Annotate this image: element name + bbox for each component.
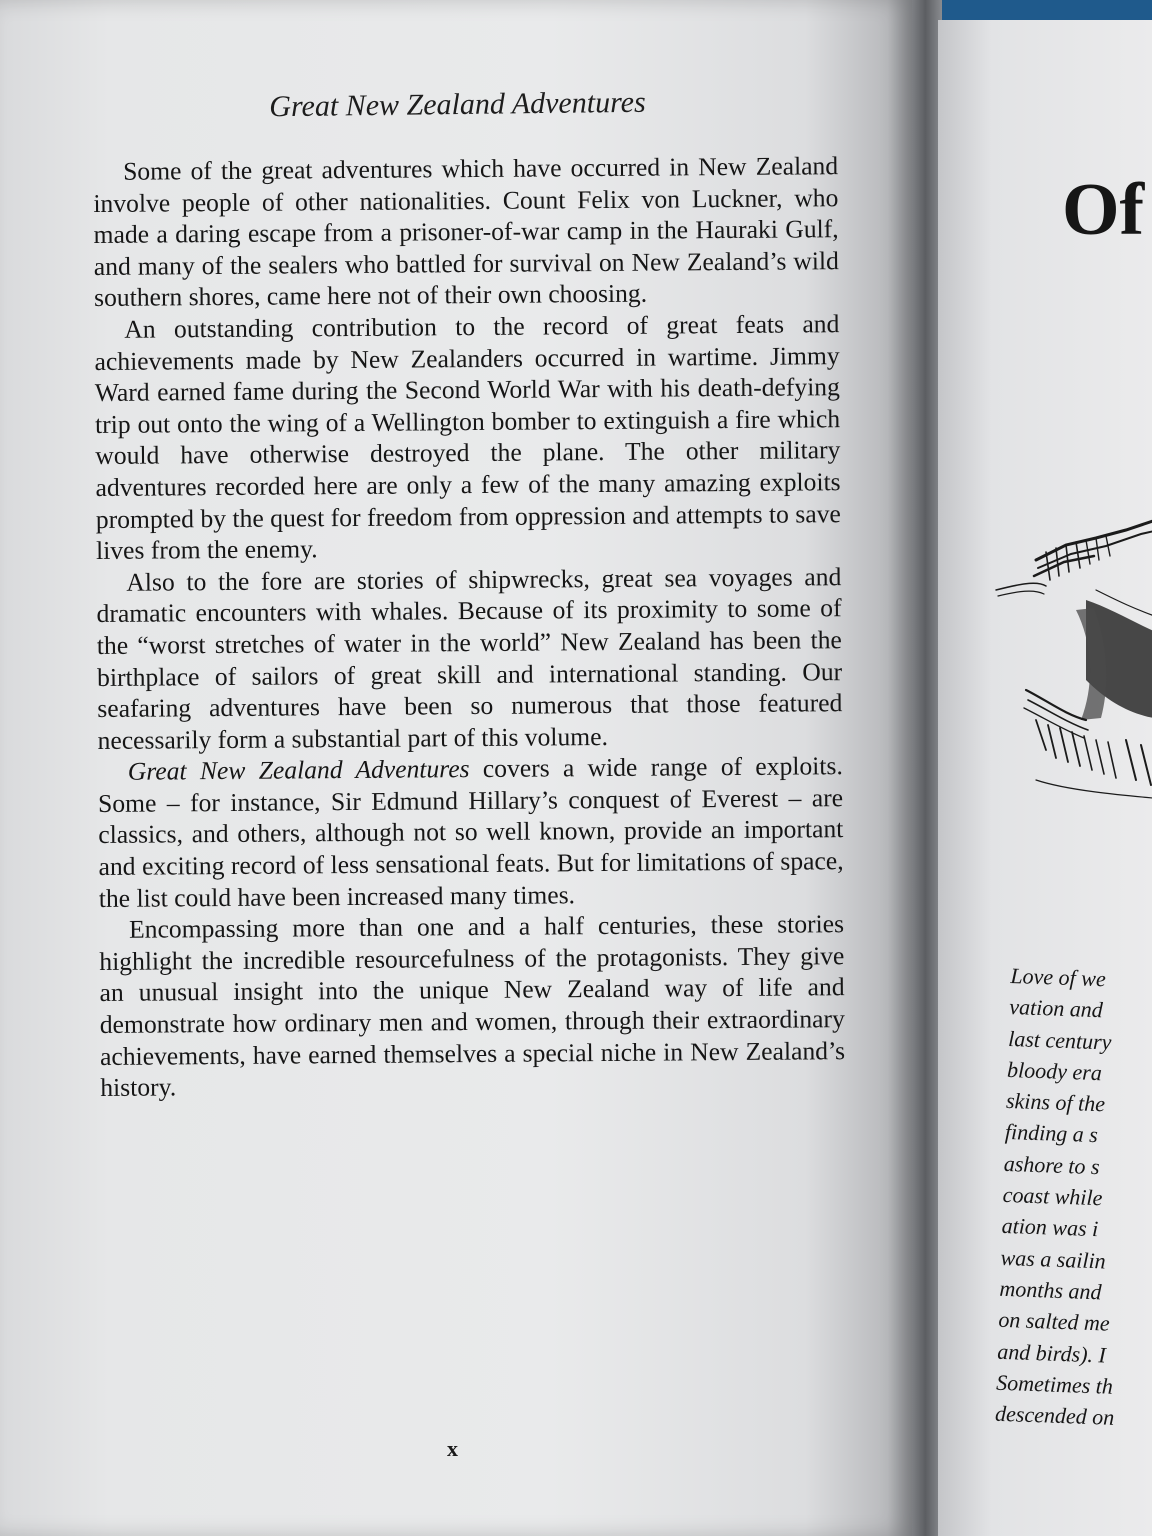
book-cover-edge xyxy=(905,0,1152,22)
paragraph-3: Also to the fore are stories of shipwrecks, great sea voyages and dramatic encounters with whales. Because of its proximity to some of the “worst stretches of water in the world” New Zealand has been the birthplace of sailors of great skill and international standing. Our seafaring adventures have been so numerous that those featured necessarily form a substantial part of this volume. xyxy=(96,561,843,755)
caption-line: finding a s xyxy=(1004,1119,1099,1148)
right-page xyxy=(938,20,1152,1536)
caption-line: months and xyxy=(999,1275,1102,1305)
caption-line: and birds). I xyxy=(996,1338,1107,1368)
chapter-title: Of xyxy=(1062,169,1145,251)
caption-line: Love of we xyxy=(1010,962,1107,992)
caption-line: ation was i xyxy=(1001,1213,1099,1242)
caption-line: vation and xyxy=(1008,994,1104,1023)
caption-text xyxy=(995,960,1152,1436)
book-title-italic: Great New Zealand Adventures xyxy=(127,754,470,787)
caption-line: skins of the xyxy=(1005,1088,1106,1117)
caption-line: bloody era xyxy=(1006,1056,1103,1086)
paragraph-4 xyxy=(98,750,844,914)
caption-line: last century xyxy=(1007,1025,1112,1055)
body-text xyxy=(93,150,845,1104)
running-head: Great New Zealand Adventures xyxy=(269,85,646,124)
caption-line: on salted me xyxy=(998,1307,1111,1336)
paragraph-2: An outstanding contribution to the record of great feats and achievements made by New Zealanders occurred in wartime. Jimmy Ward earned fame during the Second World War with his death-defying trip out onto the wing of a Wellington bomber to extinguish a fire which would have otherwise destroyed the plane. The other military adventures recorded here are only a few of the many amazing exploits prompted by the quest for freedom from oppression and attempts to save lives from the enemy. xyxy=(94,309,841,566)
caption-line: Sometimes th xyxy=(995,1369,1114,1399)
caption-line: ashore to s xyxy=(1003,1150,1101,1179)
caption-line: coast while xyxy=(1002,1181,1103,1211)
page-number: x xyxy=(447,1436,458,1461)
caption-line: was a sailin xyxy=(1000,1244,1107,1274)
seal-illustration xyxy=(976,490,1152,820)
paragraph-1: Some of the great adventures which have occurred in New Zealand involve people of other nationalities. Count Felix von Luckner, who made a daring escape from a prisoner-of-war camp in the Hauraki Gulf, and many of the sealers who battled for survival on New Zealand’s wild southern shores, came here not of their own choosing. xyxy=(93,151,839,313)
caption-line: descended on xyxy=(994,1400,1115,1431)
paragraph-4-text: covers a wide range of exploits. Some – for instance, Sir Edmund Hillary’s conquest of Everest – are classics, and others, although not so well known, provide an important and exciting record of less sensational feats. But for limitations of space, the list could have been increased many times. xyxy=(97,751,844,913)
paragraph-5: Encompassing more than one and a half centuries, these stories highlight the incredible resourcefulness of the protagonists. They give an unusual insight into the unique New Zealand way of life and demonstrate how ordinary men and women, through their extraordinary achievements, have earned themselves a special niche in New Zealand’s history. xyxy=(99,909,846,1103)
